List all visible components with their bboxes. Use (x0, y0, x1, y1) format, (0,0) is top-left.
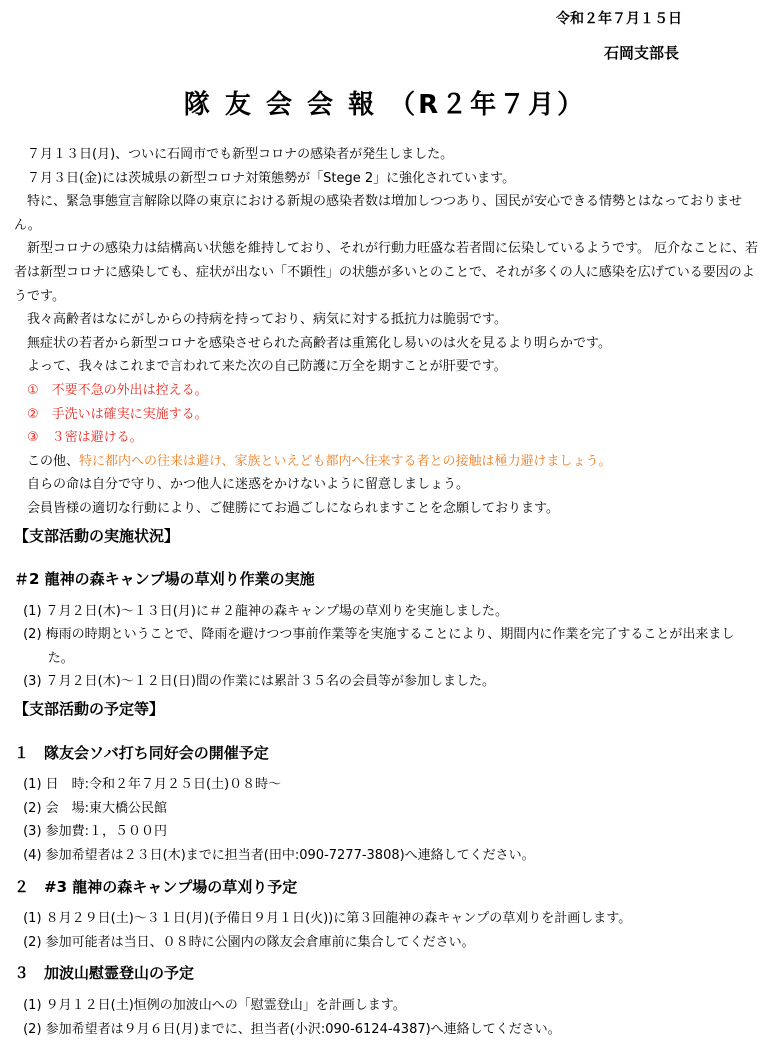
list-item: (1) ９月１２日(土)恒例の加波山への「慰霊登山」を計画します。 (23, 998, 406, 1013)
section-heading: 【支部活動の予定等】 (14, 700, 165, 719)
intro-paragraph: よって、我々はこれまで言われて来た次の自己防護に万全を期すことが肝要です。 (27, 359, 507, 375)
intro-paragraph: 無症状の若者から新型コロナを感染させられた高齢者は重篤化し易いのは火を見るより明らかです。 (27, 335, 611, 351)
rule-item: ① 不要不急の外出は控える。 (27, 382, 208, 398)
rule-item: ② 手洗いは確実に実施する。 (27, 406, 208, 422)
intro-paragraph: 新型コロナの感染力は結構高い状態を維持しており、それが行動力旺盛な若者間に伝染しているようです。 厄介なことに、若者は新型コロナに感染しても、症状が出ない「不顕性」の状態が多いとのことで、それが多くの人に感染を広げている要因のようです。 (14, 241, 759, 304)
intro-paragraph: 我々高齢者はなにがしからの持病を持っており、病気に対する抵抗力は脆弱です。 (27, 312, 507, 328)
subsection-heading: ３ 加波山慰霊登山の予定 (14, 964, 195, 983)
intro-paragraph: 特に、緊急事態宣言解除以降の東京における新規の感染者数は増加しつつあり、国民が安心できる情勢とはなっておりません。 (14, 194, 743, 233)
rule-item: ③ ３密は避ける。 (27, 430, 143, 446)
page-title: 隊 友 会 会 報 （R２年７月） (183, 90, 587, 120)
list-item: (3) ７月２日(木)～１２日(日)間の作業には累計３５名の会員等が参加しました。 (23, 674, 495, 690)
list-item: (2) 会 場:東大橋公民館 (23, 800, 168, 816)
list-item: (4) 参加希望者は２３日(木)までに担当者(田中:090-7277-3808)へ連絡してください。 (23, 848, 535, 864)
list-item: (1) ８月２９日(土)～３１日(月)(予備日９月１日(火))に第３回龍神の森キャンプの草刈りを計画します。 (23, 911, 632, 927)
date-line: 令和２年７月１５日 (556, 11, 682, 27)
list-item: (1) 日 時:令和２年７月２５日(土)０８時～ (23, 777, 282, 793)
intro-paragraph: ７月３日(金)には茨城県の新型コロナ対策態勢が「Stege 2」に強化されています。 (27, 170, 516, 186)
document-body (14, 143, 760, 1041)
list-item: (2) 参加可能者は当日、０８時に公園内の隊友会倉庫前に集合してください。 (23, 934, 475, 950)
list-item: (2) 参加希望者は９月６日(月)までに、担当者(小沢:090-6124-4387)へ連絡してください。 (23, 1021, 561, 1037)
closing-prefix: この他、 (27, 453, 80, 469)
closing-highlight: 特に都内への往来は避け、家族といえども都内へ往来する者との接触は極力避けましょう。 (79, 453, 612, 469)
subsection-heading: ２ #3 龍神の森キャンプ場の草刈り予定 (14, 877, 298, 896)
closing-paragraph: 自らの命は自分で守り、かつ他人に迷惑をかけないように留意しましょう。 (27, 477, 470, 493)
subsection-heading: ＃2 龍神の森キャンプ場の草刈り作業の実施 (14, 570, 315, 589)
author-line: 石岡支部長 (604, 44, 680, 62)
closing-paragraph: 会員皆様の適切な行動により、ご健勝にてお過ごしになられますことを念願しております。 (27, 500, 559, 516)
list-item: (2) 梅雨の時期ということで、降雨を避けつつ事前作業等を実施することにより、期間内に作業を完了することが出来ました。 (23, 627, 735, 666)
closing-paragraph (14, 450, 760, 474)
intro-paragraph: ７月１３日(月)、ついに石岡市でも新型コロナの感染者が発生しました。 (27, 147, 454, 162)
subsection-heading: １ 隊友会ソバ打ち同好会の開催予定 (14, 743, 269, 762)
list-item: (1) ７月２日(木)～１３日(月)に＃２龍神の森キャンプ場の草刈りを実施しました。 (23, 603, 508, 619)
section-heading: 【支部活動の実施状況】 (14, 526, 180, 545)
list-item: (3) 参加費:１，５００円 (23, 824, 168, 840)
